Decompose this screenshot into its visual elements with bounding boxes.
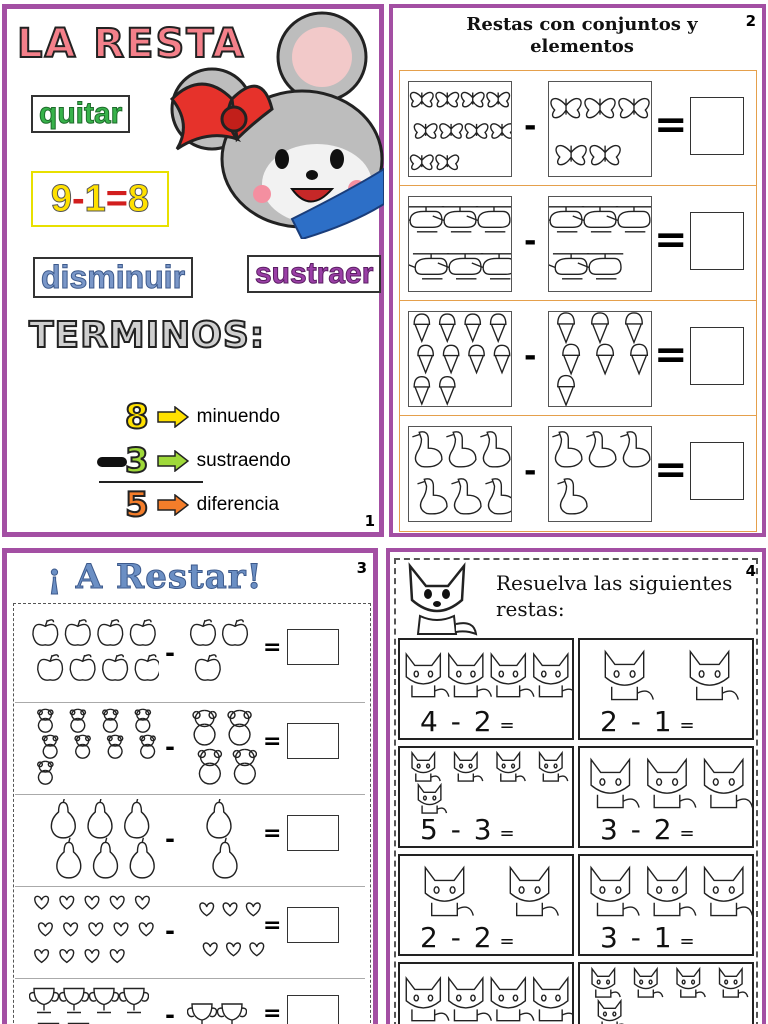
panel-title: Restas con conjuntos y elementos [466,14,698,57]
fox-mark [598,1001,626,1024]
equals-sign: = [679,823,697,844]
goose-mark [557,479,587,514]
fox-icon [402,642,572,706]
butterfly-icon [549,82,651,176]
heart-mark [89,923,103,936]
heart-mark [64,923,78,936]
eq-equals: = [105,177,128,220]
fox-mark [418,785,446,813]
exercise-row [15,703,365,795]
left-set [408,81,512,177]
butterfly-mark [585,99,615,118]
goose-mark [480,432,510,467]
fox-icon [582,858,752,922]
butterfly-mark [551,99,581,118]
heart-mark [39,923,53,936]
heart-icon [29,891,155,971]
goose-mark [446,432,476,467]
goose-icon [549,427,651,521]
trophy-mark [60,989,89,1013]
arrow-right-icon [157,494,189,516]
icecream-mark [626,313,643,342]
term-label: sustraendo [196,450,291,471]
right-set [548,311,652,407]
answer-box[interactable] [287,815,339,851]
bear-mark [228,710,251,744]
minus-sign: - [524,454,537,489]
trophy-mark [90,989,119,1013]
icecream-mark [631,344,648,373]
title-line-2: restas: [496,597,565,621]
left-set [408,426,512,522]
trophy-mark [218,1004,247,1024]
icecream-mark [494,345,509,372]
right-set [548,81,652,177]
fox-mark [690,652,738,700]
heart-mark [110,896,124,909]
exercise-cell [578,638,754,740]
exercise-cell [578,962,754,1024]
heart-mark [85,950,99,963]
icecream-mark [414,377,429,404]
arrow-right-icon [157,450,189,472]
term-row-minuendo [125,397,280,437]
eq-minus: - [72,177,85,220]
expression [420,813,517,846]
heart-mark [60,950,74,963]
equals-sign: = [679,715,697,736]
answer-box[interactable] [690,327,744,385]
answer-box[interactable] [287,995,339,1024]
fox-mark [648,868,696,916]
butterfly-mark [440,124,463,138]
expression [600,921,697,954]
goose-mark [586,432,616,467]
bear-mark [135,709,150,732]
answer-box[interactable] [287,907,339,943]
ice-cream-icon [409,312,511,406]
butterfly-mark [411,92,434,106]
icecream-mark [443,345,458,372]
equals-sign: = [263,1001,282,1024]
icecream-mark [440,377,455,404]
fox-icon [402,966,572,1024]
bear-mark [103,709,118,732]
equals-sign: = [679,931,697,952]
goose-mark [485,479,511,514]
apple-mark [98,620,123,645]
icecream-mark [440,314,455,341]
exercise-cell [398,746,574,848]
apple-mark [65,620,90,645]
page-title: LA RESTA [17,21,246,67]
pear-mark [130,838,154,878]
icecream-mark [491,314,506,341]
answer-box[interactable] [287,723,339,759]
butterfly-mark [590,146,620,165]
fox-icon [582,966,752,1024]
goose-mark [412,432,442,467]
helicopter-mark [549,207,584,232]
apple-mark [130,620,155,645]
minus-sign: - [524,109,537,144]
panel-title: ¡ A Restar! [47,557,263,597]
expression-text: 3 - 1 [600,921,674,954]
panel-la-resta [2,4,384,537]
expression [600,705,697,738]
answer-box[interactable] [690,442,744,500]
answer-box[interactable] [287,629,339,665]
expression-text: 2 - 1 [600,705,674,738]
minus-sign: - [524,224,537,259]
exercise-cell [578,746,754,848]
fox-mark [720,969,748,997]
trophy-mark [188,1004,217,1024]
panel-conjuntos [389,4,766,537]
apple-mark [223,620,248,645]
butterfly-mark [461,92,484,106]
fox-mark [449,978,492,1021]
bear-mark [140,735,155,758]
heart-mark [139,923,153,936]
bear-mark [75,735,90,758]
term-digit: 3 [125,441,149,481]
expression [420,921,517,954]
icecream-mark [469,345,484,372]
minus-sign [97,457,127,467]
eq-result: 8 [128,177,150,220]
pear-icon [199,799,239,879]
equals-sign: = [499,823,517,844]
helicopter-icon [409,197,511,291]
sum-line [99,481,203,483]
bear-mark [43,735,58,758]
word-quitar: quitar [31,95,130,133]
minus-sign: - [165,825,175,853]
pear-mark [125,799,149,838]
minus-sign: - [524,339,537,374]
bear-mark [108,735,123,758]
example-equation [31,171,169,227]
fox-mark [648,760,696,808]
equals-sign: = [499,931,517,952]
heart-mark [35,950,49,963]
mouse-illustration [152,9,384,239]
apple-mark [103,655,128,680]
eq-mid: 1 [84,177,106,220]
panel-title [496,570,732,622]
fox-mark [605,652,653,700]
butterfly-mark [411,155,434,169]
trophy-mark [30,989,59,1013]
answer-box[interactable] [690,212,744,270]
apple-mark [191,620,216,645]
butterfly-mark [414,124,437,138]
minus-sign: - [165,639,175,667]
panel-resuelva [386,548,766,1024]
panel-a-restar [2,548,378,1024]
word-disminuir: disminuir [33,257,193,298]
helicopter-mark [433,207,478,232]
page-number: 4 [745,562,756,580]
heart-mark [60,896,74,909]
exercise-cell [398,962,574,1024]
expression-text: 2 - 2 [420,921,494,954]
icecream-mark [597,344,614,373]
helicopter-mark [409,207,444,232]
eq-left: 9 [50,177,72,220]
pear-mark [51,799,75,838]
bear-mark [193,710,216,744]
butterfly-mark [491,124,511,138]
term-row-sustraendo [125,441,291,481]
equals-sign: = [499,715,517,736]
page-number: 1 [364,512,375,530]
heart-mark [200,903,214,916]
goose-mark [620,432,650,467]
exercise-grid [399,70,757,532]
fox-icon [396,560,478,640]
fox-icon [402,750,572,814]
heart-mark [227,943,241,956]
fox-mark [510,868,558,916]
helicopter-mark [438,254,483,279]
fox-mark [592,969,620,997]
fox-mark [425,868,473,916]
pear-mark [213,838,237,878]
exercise-cell [398,638,574,740]
icecream-mark [465,314,480,341]
icecream-mark [414,314,429,341]
butterfly-mark [487,92,510,106]
equals-sign: = [263,913,282,938]
exercise-row [400,301,756,416]
pear-icon [45,799,155,879]
goose-mark [552,432,582,467]
helicopter-mark [578,254,623,279]
trophy-icon [29,983,149,1024]
butterfly-mark [619,99,649,118]
heart-mark [136,896,150,909]
goose-mark [451,479,481,514]
fox-mark [705,760,753,808]
minus-sign: - [165,733,175,761]
fox-mark [534,654,572,697]
apple-mark [135,655,159,680]
heart-mark [85,896,99,909]
fox-mark [412,753,440,781]
exercise-cell [578,854,754,956]
goose-icon [409,427,511,521]
heart-mark [223,903,237,916]
bear-mark [198,749,221,783]
right-set [548,426,652,522]
ice-cream-icon [549,312,651,406]
apple-icon [29,615,159,685]
exercise-row [400,416,756,531]
exercise-row [15,795,365,887]
equals-sign: = [654,332,688,378]
title-line-1: Resuelva las siguientes [496,571,733,595]
exercise-cell [398,854,574,956]
fox-mark [540,753,568,781]
fox-mark [591,760,639,808]
fox-mark [635,969,663,997]
left-set [408,311,512,407]
bear-mark [38,709,53,732]
word-sustraer: sustraer [247,255,381,293]
fox-mark [591,868,639,916]
butterfly-mark [465,124,488,138]
term-label: diferencia [196,494,280,515]
fox-mark [491,654,534,697]
expression [600,813,697,846]
bear-mark [233,749,256,783]
butterfly-mark [436,92,459,106]
fox-mark [677,969,705,997]
butterfly-mark [436,155,459,169]
bear-mark [70,709,85,732]
exercise-row [15,887,365,979]
heart-icon [195,891,265,971]
icecream-mark [558,376,575,405]
terms-heading: TERMINOS: [29,315,266,356]
teddy-bear-icon [29,707,159,785]
page-number: 2 [745,12,756,30]
term-label: minuendo [196,406,281,427]
fox-mark [534,978,572,1021]
apple-mark [70,655,95,680]
bear-mark [38,761,53,784]
expression-text: 5 - 3 [420,813,494,846]
helicopter-mark [409,254,449,279]
equals-sign: = [263,635,282,660]
term-digit: 8 [125,397,149,437]
exercise-row [400,186,756,301]
term-digit: 5 [125,485,149,525]
fox-mark [406,654,449,697]
heart-mark [35,896,49,909]
equals-sign: = [654,102,688,148]
expression-text: 4 - 2 [420,705,494,738]
apple-mark [195,655,220,680]
icecream-mark [592,313,609,342]
heart-mark [250,943,264,956]
teddy-bear-icon [187,707,257,785]
minus-sign: - [165,1001,175,1024]
arrow-right-icon [157,406,189,428]
pear-mark [94,838,118,878]
fox-mark [705,868,753,916]
trophy-icon [187,981,247,1024]
minus-sign: - [165,917,175,945]
left-set [408,196,512,292]
equals-sign: = [263,821,282,846]
answer-box[interactable] [690,97,744,155]
fox-mark [449,654,492,697]
butterfly-mark [556,146,586,165]
pear-mark [88,799,112,838]
helicopter-icon [549,197,651,291]
butterfly-icon [409,82,511,176]
expression [420,705,517,738]
exercise-row [15,611,365,703]
term-row-diferencia [125,485,279,525]
icecream-mark [563,344,580,373]
equals-sign: = [263,729,282,754]
fox-mark [455,753,483,781]
helicopter-mark [549,254,589,279]
equals-sign: = [654,217,688,263]
exercise-row [400,71,756,186]
fox-mark [497,753,525,781]
right-set [548,196,652,292]
trophy-mark [120,989,149,1013]
icecream-mark [418,345,433,372]
apple-icon [187,615,251,685]
heart-mark [246,903,260,916]
fox-mark [491,978,534,1021]
fox-mark [406,978,449,1021]
expression-text: 3 - 2 [600,813,674,846]
heart-mark [114,923,128,936]
heart-mark [110,950,124,963]
page-number: 3 [356,559,367,577]
icecream-mark [558,313,575,342]
equals-sign: = [654,447,688,493]
pear-mark [207,799,231,838]
fox-icon [582,642,752,706]
heart-mark [203,943,217,956]
fox-icon [402,858,572,922]
apple-mark [38,655,63,680]
fox-icon [582,750,752,814]
goose-mark [417,479,447,514]
apple-mark [33,620,58,645]
exercise-row [15,979,365,1024]
helicopter-mark [573,207,618,232]
pear-mark [57,838,81,878]
